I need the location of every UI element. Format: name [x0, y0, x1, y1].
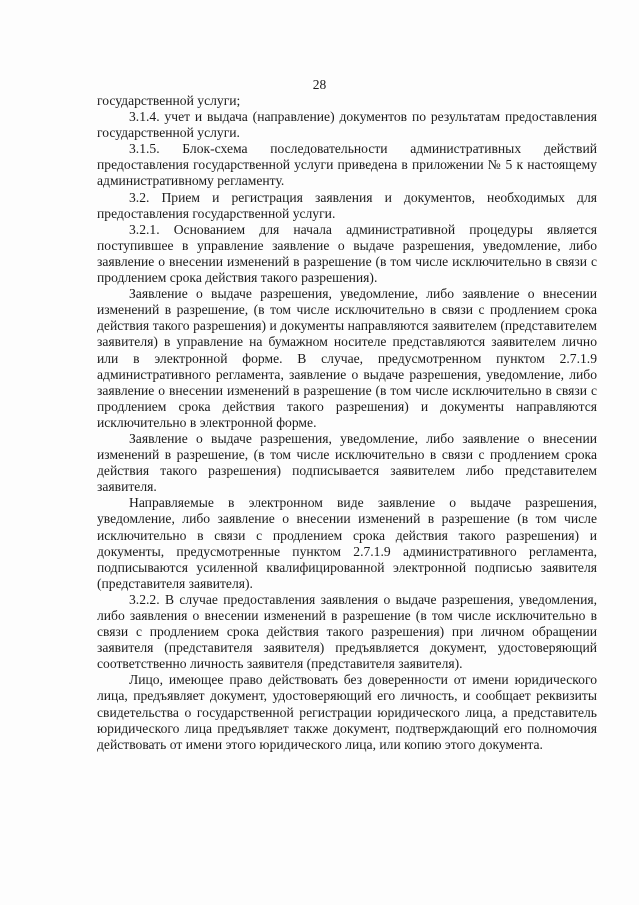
paragraph-continuation: государственной услуги; — [97, 93, 241, 108]
paragraph-signature: Заявление о выдаче разрешения, уведомление, либо заявление о внесении изменений в разрешение, (в том числе исключительно в связи с продлением срока действия такого разрешения) подписывается заявителем либо представителем заявителя. — [97, 430, 597, 495]
paragraph-3-1-5: 3.1.5. Блок-схема последовательности административных действий предоставления государственной услуги приведена в приложении № 5 к настоящему административному регламенту. — [97, 141, 597, 189]
paragraph-3-2: 3.2. Прием и регистрация заявления и документов, необходимых для предоставления государственной услуги. — [97, 189, 597, 221]
page-number: 28 — [312, 77, 327, 92]
paragraph-electronic: Направляемые в электронном виде заявление о выдаче разрешения, уведомление, либо заявление о внесении изменений в разрешение (в том числе исключительно в связи с продлением срока действия такого разрешения) и документы, предусмотренные пунктом 2.7.1.9 административного регламента, подписываются усиленной квалифицированной электронной подписью заявителя (представителя заявителя). — [97, 495, 597, 591]
paragraph-3-2-1: 3.2.1. Основанием для начала административной процедуры является поступившее в управление заявление о выдаче разрешения, уведомление, либо заявление о внесении изменений в разрешение (в том числе исключительно в связи с продлением срока действия такого разрешения). — [97, 221, 597, 286]
paragraph-legal-entity: Лицо, имеющее право действовать без доверенности от имени юридического лица, предъявляет документ, удостоверяющий его личность, и сообщает реквизиты свидетельства о государственной регистрации юридического лица, а представитель юридического лица предъявляет также документ, подтверждающий его полномочия действовать от имени этого юридического лица, или копию этого документа. — [97, 672, 597, 752]
paragraph-3-2-2: 3.2.2. В случае предоставления заявления о выдаче разрешения, уведомления, либо заявления о внесении изменений в разрешение (в том числе исключительно в связи с продлением срока действия такого разрешения) при личном обращении заявителя (представителя заявителя) предъявляется документ, удостоверяющий соответственно личность заявителя (представителя заявителя). — [97, 591, 597, 672]
paragraph-submission: Заявление о выдаче разрешения, уведомление, либо заявление о внесении изменений в разрешение, (в том числе исключительно в связи с продлением срока действия такого разрешения) и документы направляются заявителем (представителем заявителя) в управление на бумажном носителе представляются заявителем лично или в электронной форме. В случае, предусмотренном пунктом 2.7.1.9 административного регламента, заявление о выдаче разрешения, уведомление, либо заявление о внесении изменений в разрешение (в том числе исключительно в связи с продлением срока действия такого разрешения) и документы направляются исключительно в электронной форме. — [97, 286, 597, 430]
paragraph-3-1-4: 3.1.4. учет и выдача (направление) документов по результатам предоставления государственной услуги. — [97, 109, 597, 141]
document-body — [97, 93, 597, 753]
